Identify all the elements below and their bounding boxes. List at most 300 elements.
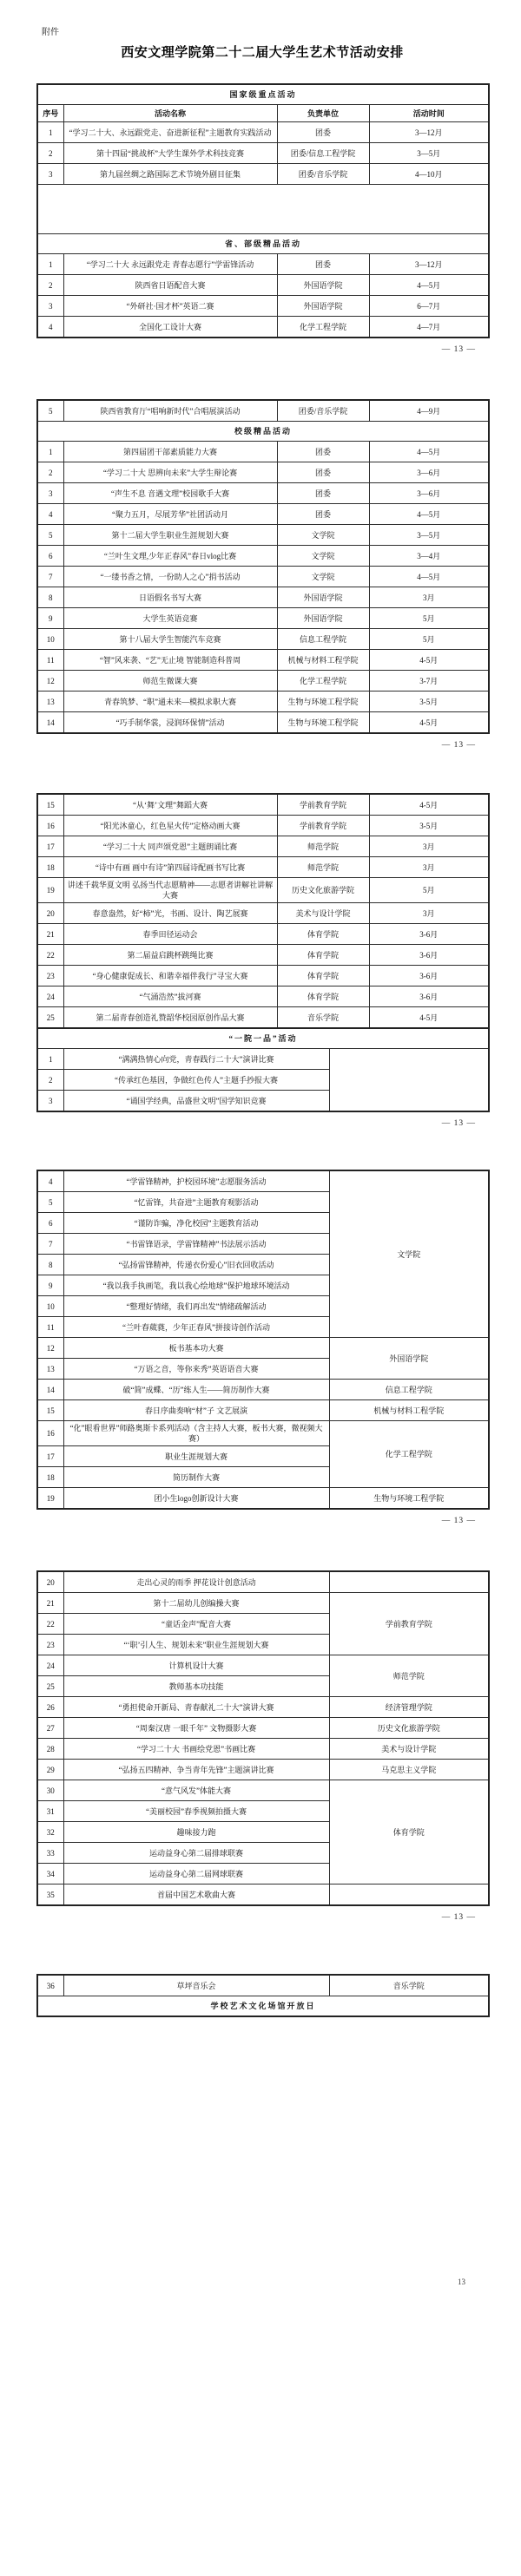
- cell-unit: 团委: [277, 122, 369, 143]
- cell-index: 4: [37, 317, 63, 338]
- cell-activity-name: “周秦汉唐 一眼千年” 文物摄影大赛: [63, 1718, 329, 1739]
- cell-activity-name: “声生不息 音遇文理”校园歌手大赛: [63, 483, 277, 504]
- cell-time: 4-5月: [369, 794, 489, 816]
- cell-time: 3—12月: [369, 254, 489, 275]
- cell-activity-name: “阳光沐童心，红色星火传”定格动画大赛: [63, 816, 277, 836]
- table-row: [37, 504, 489, 525]
- cell-unit: 文学院: [329, 1170, 489, 1338]
- cell-unit: 学前教育学院: [277, 794, 369, 816]
- cell-unit: 团委: [277, 504, 369, 525]
- cell-activity-name: “谨防诈骗，净化校园”主题教育活动: [63, 1213, 329, 1234]
- cell-index: 17: [37, 1446, 63, 1467]
- cell-unit: 外国语学院: [277, 296, 369, 317]
- table-row: [37, 525, 489, 546]
- table-row: [37, 794, 489, 816]
- cell-index: 28: [37, 1739, 63, 1760]
- cell-activity-name: “‘职’引人生、规划未来”职业生涯规划大赛: [63, 1635, 329, 1655]
- cell-activity-name: “传承红色基因，争做红色传人”主题手抄报大赛: [63, 1070, 329, 1091]
- cell-unit: 机械与材料工程学院: [277, 650, 369, 671]
- cell-unit: 信息工程学院: [277, 629, 369, 650]
- cell-unit: 团委/音乐学院: [277, 164, 369, 185]
- cell-index: 9: [37, 1275, 63, 1296]
- cell-unit: 体育学院: [277, 986, 369, 1007]
- viewer-page-number: 13: [458, 2278, 465, 2286]
- cell-activity-name: “兰叶春葳蕤，少年正春风”拼接诗创作活动: [63, 1317, 329, 1338]
- cell-index: 24: [37, 986, 63, 1007]
- cell-activity-name: “化”眼看世界”师路奥斯卡系列活动（含主持人大赛，板书大赛，微视频大赛）: [63, 1421, 329, 1446]
- table-row: [37, 1007, 489, 1029]
- cell-index: 21: [37, 1593, 63, 1614]
- cell-index: 19: [37, 878, 63, 903]
- cell-activity-name: 简历制作大赛: [63, 1467, 329, 1488]
- cell-index: 21: [37, 924, 63, 945]
- activities-table: [36, 1027, 490, 1112]
- table-row: [37, 143, 489, 164]
- cell-index: 18: [37, 1467, 63, 1488]
- cell-unit: 外国语学院: [277, 608, 369, 629]
- cell-unit: 化学工程学院: [329, 1421, 489, 1488]
- cell-activity-name: “智”风来袭、“艺”无止境 智能制造科普周: [63, 650, 277, 671]
- cell-index: 2: [37, 275, 63, 296]
- cell-index: 3: [37, 296, 63, 317]
- cell-index: 11: [37, 650, 63, 671]
- table-row: [37, 400, 489, 422]
- table-row: [37, 1697, 489, 1718]
- cell-index: 3: [37, 483, 63, 504]
- table-row: [37, 1996, 489, 2017]
- cell-activity-name: 第十二届大学生职业生涯规划大赛: [63, 525, 277, 546]
- cell-unit: 体育学院: [277, 966, 369, 986]
- page-fragment: [36, 1974, 488, 2017]
- table-row: [37, 422, 489, 442]
- cell-index: 29: [37, 1760, 63, 1780]
- table-row: [37, 1049, 489, 1070]
- cell-time: 3—4月: [369, 546, 489, 567]
- cell-unit: 团委: [277, 442, 369, 462]
- cell-activity-name: 第十二届幼儿创编操大赛: [63, 1593, 329, 1614]
- cell-index: 15: [37, 1400, 63, 1421]
- table-row: [37, 84, 489, 105]
- table-row: [37, 692, 489, 712]
- table-row: [37, 1488, 489, 1510]
- table-row: [37, 629, 489, 650]
- cell-unit: 体育学院: [329, 1780, 489, 1884]
- cell-index: 18: [37, 857, 63, 878]
- activities-table: [36, 1570, 490, 1906]
- cell-unit: 体育学院: [277, 945, 369, 966]
- table-row: [37, 1421, 489, 1446]
- cell-activity-name: “书雷锋语录，学雷锋精神”书法展示活动: [63, 1234, 329, 1255]
- cell-index: 4: [37, 1170, 63, 1192]
- cell-time: 3-6月: [369, 945, 489, 966]
- cell-time: 5月: [369, 629, 489, 650]
- cell-index: 33: [37, 1843, 63, 1864]
- cell-activity-name: 春季田径运动会: [63, 924, 277, 945]
- cell-activity-name: 第九届丝绸之路国际艺术节境外剧目征集: [63, 164, 277, 185]
- cell-activity-name: “诵国学经典，品盛世文明”国学知识竞赛: [63, 1091, 329, 1112]
- cell-activity-name: “诗中有画 画中有诗”第四届诗配画书写比赛: [63, 857, 277, 878]
- cell-index: 12: [37, 1338, 63, 1359]
- activities-table: [36, 793, 490, 1029]
- cell-activity-name: 全国化工设计大赛: [63, 317, 277, 338]
- table-row: [37, 903, 489, 924]
- cell-unit: 团委: [277, 483, 369, 504]
- cell-index: 5: [37, 1192, 63, 1213]
- cell-unit: 外国语学院: [277, 275, 369, 296]
- cell-unit: 师范学院: [277, 857, 369, 878]
- cell-activity-name: “外研社·国才杯”英语二赛: [63, 296, 277, 317]
- cell-unit: 马克思主义学院: [329, 1760, 489, 1780]
- cell-index: 3: [37, 1091, 63, 1112]
- cell-activity-name: 第十八届大学生智能汽车竞赛: [63, 629, 277, 650]
- cell-activity-name: “身心健康促成长、和谐幸福伴我行”寻宝大赛: [63, 966, 277, 986]
- page-fragment: [36, 399, 488, 750]
- cell-activity-name: “学习二十大 思辨向未来”大学生辩论赛: [63, 462, 277, 483]
- cell-unit: 化学工程学院: [277, 317, 369, 338]
- cell-unit: 机械与材料工程学院: [329, 1400, 489, 1421]
- document-body: [36, 83, 488, 2017]
- cell-index: 9: [37, 608, 63, 629]
- cell-time: 4—5月: [369, 504, 489, 525]
- table-row: [37, 1718, 489, 1739]
- cell-index: 14: [37, 1380, 63, 1400]
- cell-activity-name: “我以我手执画笔，我以我心绘地球”保护地球环境活动: [63, 1275, 329, 1296]
- cell-index: 12: [37, 671, 63, 692]
- activities-table: [36, 83, 490, 338]
- cell-unit: 经济管理学院: [329, 1697, 489, 1718]
- table-row: [37, 164, 489, 185]
- attachment-label: 附件: [42, 28, 59, 37]
- cell-index: 3: [37, 164, 63, 185]
- table-row: [37, 1739, 489, 1760]
- table-row: [37, 317, 489, 338]
- cell-index: 15: [37, 794, 63, 816]
- cell-index: 1: [37, 1049, 63, 1070]
- cell-activity-name: “万语之音，等你来秀”英语语音大赛: [63, 1359, 329, 1380]
- cell-index: 11: [37, 1317, 63, 1338]
- cell-unit: 信息工程学院: [329, 1380, 489, 1400]
- table-row: [37, 234, 489, 254]
- table-row: [37, 483, 489, 504]
- page-title: 西安文理学院第二十二届大学生艺术节活动安排: [121, 46, 404, 60]
- cell-activity-name: 教师基本功技能: [63, 1676, 329, 1697]
- cell-index: 27: [37, 1718, 63, 1739]
- column-header: 序号: [37, 105, 63, 122]
- cell-index: 22: [37, 945, 63, 966]
- cell-activity-name: “学雷锋精神，护校园环境”志愿服务活动: [63, 1170, 329, 1192]
- cell-index: 1: [37, 122, 63, 143]
- cell-time: 3—5月: [369, 143, 489, 164]
- column-header: 负责单位: [277, 105, 369, 122]
- cell-activity-name: 师范生微课大赛: [63, 671, 277, 692]
- cell-unit: 美术与设计学院: [329, 1739, 489, 1760]
- table-row: [37, 1884, 489, 1906]
- cell-unit: 音乐学院: [277, 1007, 369, 1029]
- cell-index: 10: [37, 629, 63, 650]
- cell-time: 6—7月: [369, 296, 489, 317]
- cell-activity-name: “从‘舞’文理”舞蹈大赛: [63, 794, 277, 816]
- page-fragment: [36, 1570, 488, 1922]
- cell-activity-name: 走出心灵的雨季 押花设计创意活动: [63, 1571, 329, 1593]
- page-fragment: [36, 1170, 488, 1525]
- cell-activity-name: 草坪音乐会: [63, 1975, 329, 1996]
- table-row: [37, 296, 489, 317]
- table-row: [37, 254, 489, 275]
- cell-activity-name: “学习二十大 同声颂党恩”主题朗诵比赛: [63, 836, 277, 857]
- cell-index: 1: [37, 442, 63, 462]
- cell-index: 30: [37, 1780, 63, 1801]
- cell-unit: 历史文化旅游学院: [329, 1718, 489, 1739]
- table-row: [37, 945, 489, 966]
- cell-time: 3—6月: [369, 462, 489, 483]
- cell-index: 16: [37, 816, 63, 836]
- cell-time: 4—10月: [369, 164, 489, 185]
- table-row: [37, 857, 489, 878]
- table-row: [37, 712, 489, 734]
- cell-time: 5月: [369, 878, 489, 903]
- cell-time: 3-6月: [369, 986, 489, 1007]
- cell-activity-name: “弘扬五四精神、争当青年先锋”主题演讲比赛: [63, 1760, 329, 1780]
- cell-time: 3月: [369, 903, 489, 924]
- cell-unit: 生物与环境工程学院: [277, 692, 369, 712]
- table-row: [37, 608, 489, 629]
- cell-unit: 生物与环境工程学院: [277, 712, 369, 734]
- section-header: 学校艺术文化场馆开放日: [37, 1996, 489, 2017]
- cell-activity-name: 计算机设计大赛: [63, 1655, 329, 1676]
- table-row: [37, 671, 489, 692]
- cell-time: 4—5月: [369, 567, 489, 587]
- cell-index: 16: [37, 1421, 63, 1446]
- page-fragment: [36, 793, 488, 1128]
- page-number-footer: — 13 —: [441, 1517, 476, 1525]
- cell-activity-name: 职业生涯规划大赛: [63, 1446, 329, 1467]
- cell-activity-name: 第二届青春创造礼赞韶华校园原创作品大赛: [63, 1007, 277, 1029]
- cell-activity-name: “学习二十大 永远跟党走 青春志愿行”学雷锋活动: [63, 254, 277, 275]
- cell-time: 3-5月: [369, 692, 489, 712]
- cell-index: 2: [37, 462, 63, 483]
- cell-time: 3-6月: [369, 966, 489, 986]
- cell-index: 26: [37, 1697, 63, 1718]
- table-row: [37, 924, 489, 945]
- table-row: [37, 462, 489, 483]
- cell-index: 14: [37, 712, 63, 734]
- cell-index: 5: [37, 400, 63, 422]
- table-row: [37, 442, 489, 462]
- cell-index: 5: [37, 525, 63, 546]
- cell-activity-name: 春日序曲奏响“材”子 文艺展演: [63, 1400, 329, 1421]
- cell-activity-name: “忆雷锋，共奋进”主题教育观影活动: [63, 1192, 329, 1213]
- cell-unit: [329, 1884, 489, 1906]
- cell-unit: 外国语学院: [329, 1338, 489, 1380]
- cell-time: 3-5月: [369, 816, 489, 836]
- table-row: [37, 587, 489, 608]
- section-header: 省、部级精品活动: [37, 234, 489, 254]
- cell-index: 13: [37, 692, 63, 712]
- cell-index: 7: [37, 567, 63, 587]
- table-row: [37, 1400, 489, 1421]
- table-row: [37, 650, 489, 671]
- cell-time: 3-6月: [369, 924, 489, 945]
- table-row: [37, 1380, 489, 1400]
- column-header: 活动名称: [63, 105, 277, 122]
- cell-index: 23: [37, 1635, 63, 1655]
- table-row: [37, 1571, 489, 1593]
- cell-unit: 师范学院: [277, 836, 369, 857]
- cell-activity-name: 第四届团干部素质能力大赛: [63, 442, 277, 462]
- cell-activity-name: 大学生英语竞赛: [63, 608, 277, 629]
- cell-index: 20: [37, 903, 63, 924]
- cell-activity-name: 陕西省教育厅“唱响新时代”合唱展演活动: [63, 400, 277, 422]
- cell-activity-name: “童话金声”配音大赛: [63, 1614, 329, 1635]
- cell-activity-name: 趣味接力跑: [63, 1822, 329, 1843]
- table-row: [37, 1338, 489, 1359]
- cell-activity-name: “意气风发”体能大赛: [63, 1780, 329, 1801]
- cell-activity-name: 首届中国艺术歌曲大赛: [63, 1884, 329, 1906]
- cell-time: 4-5月: [369, 650, 489, 671]
- cell-time: 4—5月: [369, 442, 489, 462]
- table-row: [37, 567, 489, 587]
- cell-activity-name: 破“简”成蝶、“历”练人生——简历制作大赛: [63, 1380, 329, 1400]
- table-row: [37, 1170, 489, 1192]
- cell-activity-name: 运动益身心第二届网球联赛: [63, 1864, 329, 1884]
- table-row: [37, 275, 489, 296]
- cell-unit: [329, 1571, 489, 1593]
- cell-index: 4: [37, 504, 63, 525]
- page-number-footer: — 13 —: [441, 741, 476, 750]
- cell-index: 36: [37, 1975, 63, 1996]
- cell-unit: 文学院: [277, 546, 369, 567]
- cell-index: 8: [37, 587, 63, 608]
- cell-unit: 生物与环境工程学院: [329, 1488, 489, 1510]
- cell-activity-name: 日语假名书写大赛: [63, 587, 277, 608]
- table-row: [37, 878, 489, 903]
- cell-activity-name: 团小生logo创新设计大赛: [63, 1488, 329, 1510]
- cell-index: 31: [37, 1801, 63, 1822]
- cell-time: 4—9月: [369, 400, 489, 422]
- cell-index: 23: [37, 966, 63, 986]
- table-row: [37, 836, 489, 857]
- table-row: [37, 1975, 489, 1996]
- cell-activity-name: 春意盎然，好“柿”光，书画、设计、陶艺展赛: [63, 903, 277, 924]
- cell-index: 35: [37, 1884, 63, 1906]
- section-header: 国家级重点活动: [37, 84, 489, 105]
- cell-unit: 美术与设计学院: [277, 903, 369, 924]
- cell-index: 6: [37, 1213, 63, 1234]
- cell-index: 13: [37, 1359, 63, 1380]
- table-row: [37, 185, 489, 234]
- cell-activity-name: “聚力五月，尽展芳华”社团活动月: [63, 504, 277, 525]
- cell-time: 4-5月: [369, 1007, 489, 1029]
- table-row: [37, 1780, 489, 1801]
- cell-activity-name: “巧手制华裳，浸润环保情”活动: [63, 712, 277, 734]
- cell-activity-name: “学习二十大、永远跟党走、奋进新征程”主题教育实践活动: [63, 122, 277, 143]
- table-row: [37, 546, 489, 567]
- cell-activity-name: “兰叶生文理,少年正春风”春日vlog比赛: [63, 546, 277, 567]
- cell-activity-name: “勇担使命开新局、青春献礼二十大”演讲大赛: [63, 1697, 329, 1718]
- cell-index: 7: [37, 1234, 63, 1255]
- column-header: 活动时间: [369, 105, 489, 122]
- cell-activity-name: 讲述千载华夏文明 弘扬当代志愿精神——志愿者讲解社讲解大赛: [63, 878, 277, 903]
- cell-index: 34: [37, 1864, 63, 1884]
- table-row: [37, 986, 489, 1007]
- cell-activity-name: 第十四届“挑战杯”大学生课外学术科技竞赛: [63, 143, 277, 164]
- cell-unit: 学前教育学院: [277, 816, 369, 836]
- cell-index: 32: [37, 1822, 63, 1843]
- table-row: [37, 1655, 489, 1676]
- table-row: [37, 122, 489, 143]
- cell-activity-name: 陕西省日语配音大赛: [63, 275, 277, 296]
- cell-activity-name: “一缕书香之情，一份助人之心”捐书活动: [63, 567, 277, 587]
- cell-index: 1: [37, 254, 63, 275]
- cell-index: 19: [37, 1488, 63, 1510]
- cell-index: 24: [37, 1655, 63, 1676]
- cell-activity-name: 第二届益启跳杯跳绳比赛: [63, 945, 277, 966]
- cell-index: 2: [37, 1070, 63, 1091]
- empty-spacer: [37, 185, 489, 234]
- cell-time: 5月: [369, 608, 489, 629]
- cell-unit: 外国语学院: [277, 587, 369, 608]
- cell-unit: [329, 1049, 489, 1112]
- cell-index: 17: [37, 836, 63, 857]
- cell-unit: 体育学院: [277, 924, 369, 945]
- cell-unit: 师范学院: [329, 1655, 489, 1697]
- table-row: [37, 1760, 489, 1780]
- cell-index: 22: [37, 1614, 63, 1635]
- cell-activity-name: 运动益身心第二届排球联赛: [63, 1843, 329, 1864]
- cell-index: 20: [37, 1571, 63, 1593]
- cell-activity-name: “弘扬雷锋精神，传递衣份爱心”旧衣回收活动: [63, 1255, 329, 1275]
- cell-index: 25: [37, 1676, 63, 1697]
- cell-activity-name: 板书基本功大赛: [63, 1338, 329, 1359]
- cell-activity-name: “整理好情绪，我们再出发”情绪疏解活动: [63, 1296, 329, 1317]
- page-number-footer: — 13 —: [441, 345, 476, 354]
- cell-index: 25: [37, 1007, 63, 1029]
- cell-unit: 团委: [277, 254, 369, 275]
- activities-table: [36, 1974, 490, 2017]
- page-fragment: [36, 83, 488, 354]
- cell-activity-name: “学习二十大 书画绘党恩”书画比赛: [63, 1739, 329, 1760]
- cell-unit: 团委/音乐学院: [277, 400, 369, 422]
- cell-time: 3月: [369, 587, 489, 608]
- table-row: [37, 1593, 489, 1614]
- cell-unit: 化学工程学院: [277, 671, 369, 692]
- cell-time: 3—12月: [369, 122, 489, 143]
- cell-unit: 音乐学院: [329, 1975, 489, 1996]
- table-row: [37, 1028, 489, 1049]
- cell-time: 4—7月: [369, 317, 489, 338]
- cell-time: 4—5月: [369, 275, 489, 296]
- cell-time: 3-7月: [369, 671, 489, 692]
- table-row: [37, 966, 489, 986]
- cell-unit: 文学院: [277, 567, 369, 587]
- cell-time: 3月: [369, 836, 489, 857]
- cell-time: 4-5月: [369, 712, 489, 734]
- section-header: 校级精品活动: [37, 422, 489, 442]
- table-row: [37, 816, 489, 836]
- cell-time: 3—5月: [369, 525, 489, 546]
- cell-unit: 学前教育学院: [329, 1593, 489, 1655]
- page-number-footer: — 13 —: [441, 1119, 476, 1128]
- activities-table: [36, 1170, 490, 1510]
- cell-activity-name: “气涌浩然”拔河赛: [63, 986, 277, 1007]
- cell-unit: 文学院: [277, 525, 369, 546]
- cell-activity-name: “美丽校园”春季视频拍摄大赛: [63, 1801, 329, 1822]
- cell-index: 2: [37, 143, 63, 164]
- cell-unit: 历史文化旅游学院: [277, 878, 369, 903]
- cell-activity-name: “满满热情心向党，青春践行二十大”演讲比赛: [63, 1049, 329, 1070]
- section-header: “一院一品”活动: [37, 1028, 489, 1049]
- cell-unit: 团委/信息工程学院: [277, 143, 369, 164]
